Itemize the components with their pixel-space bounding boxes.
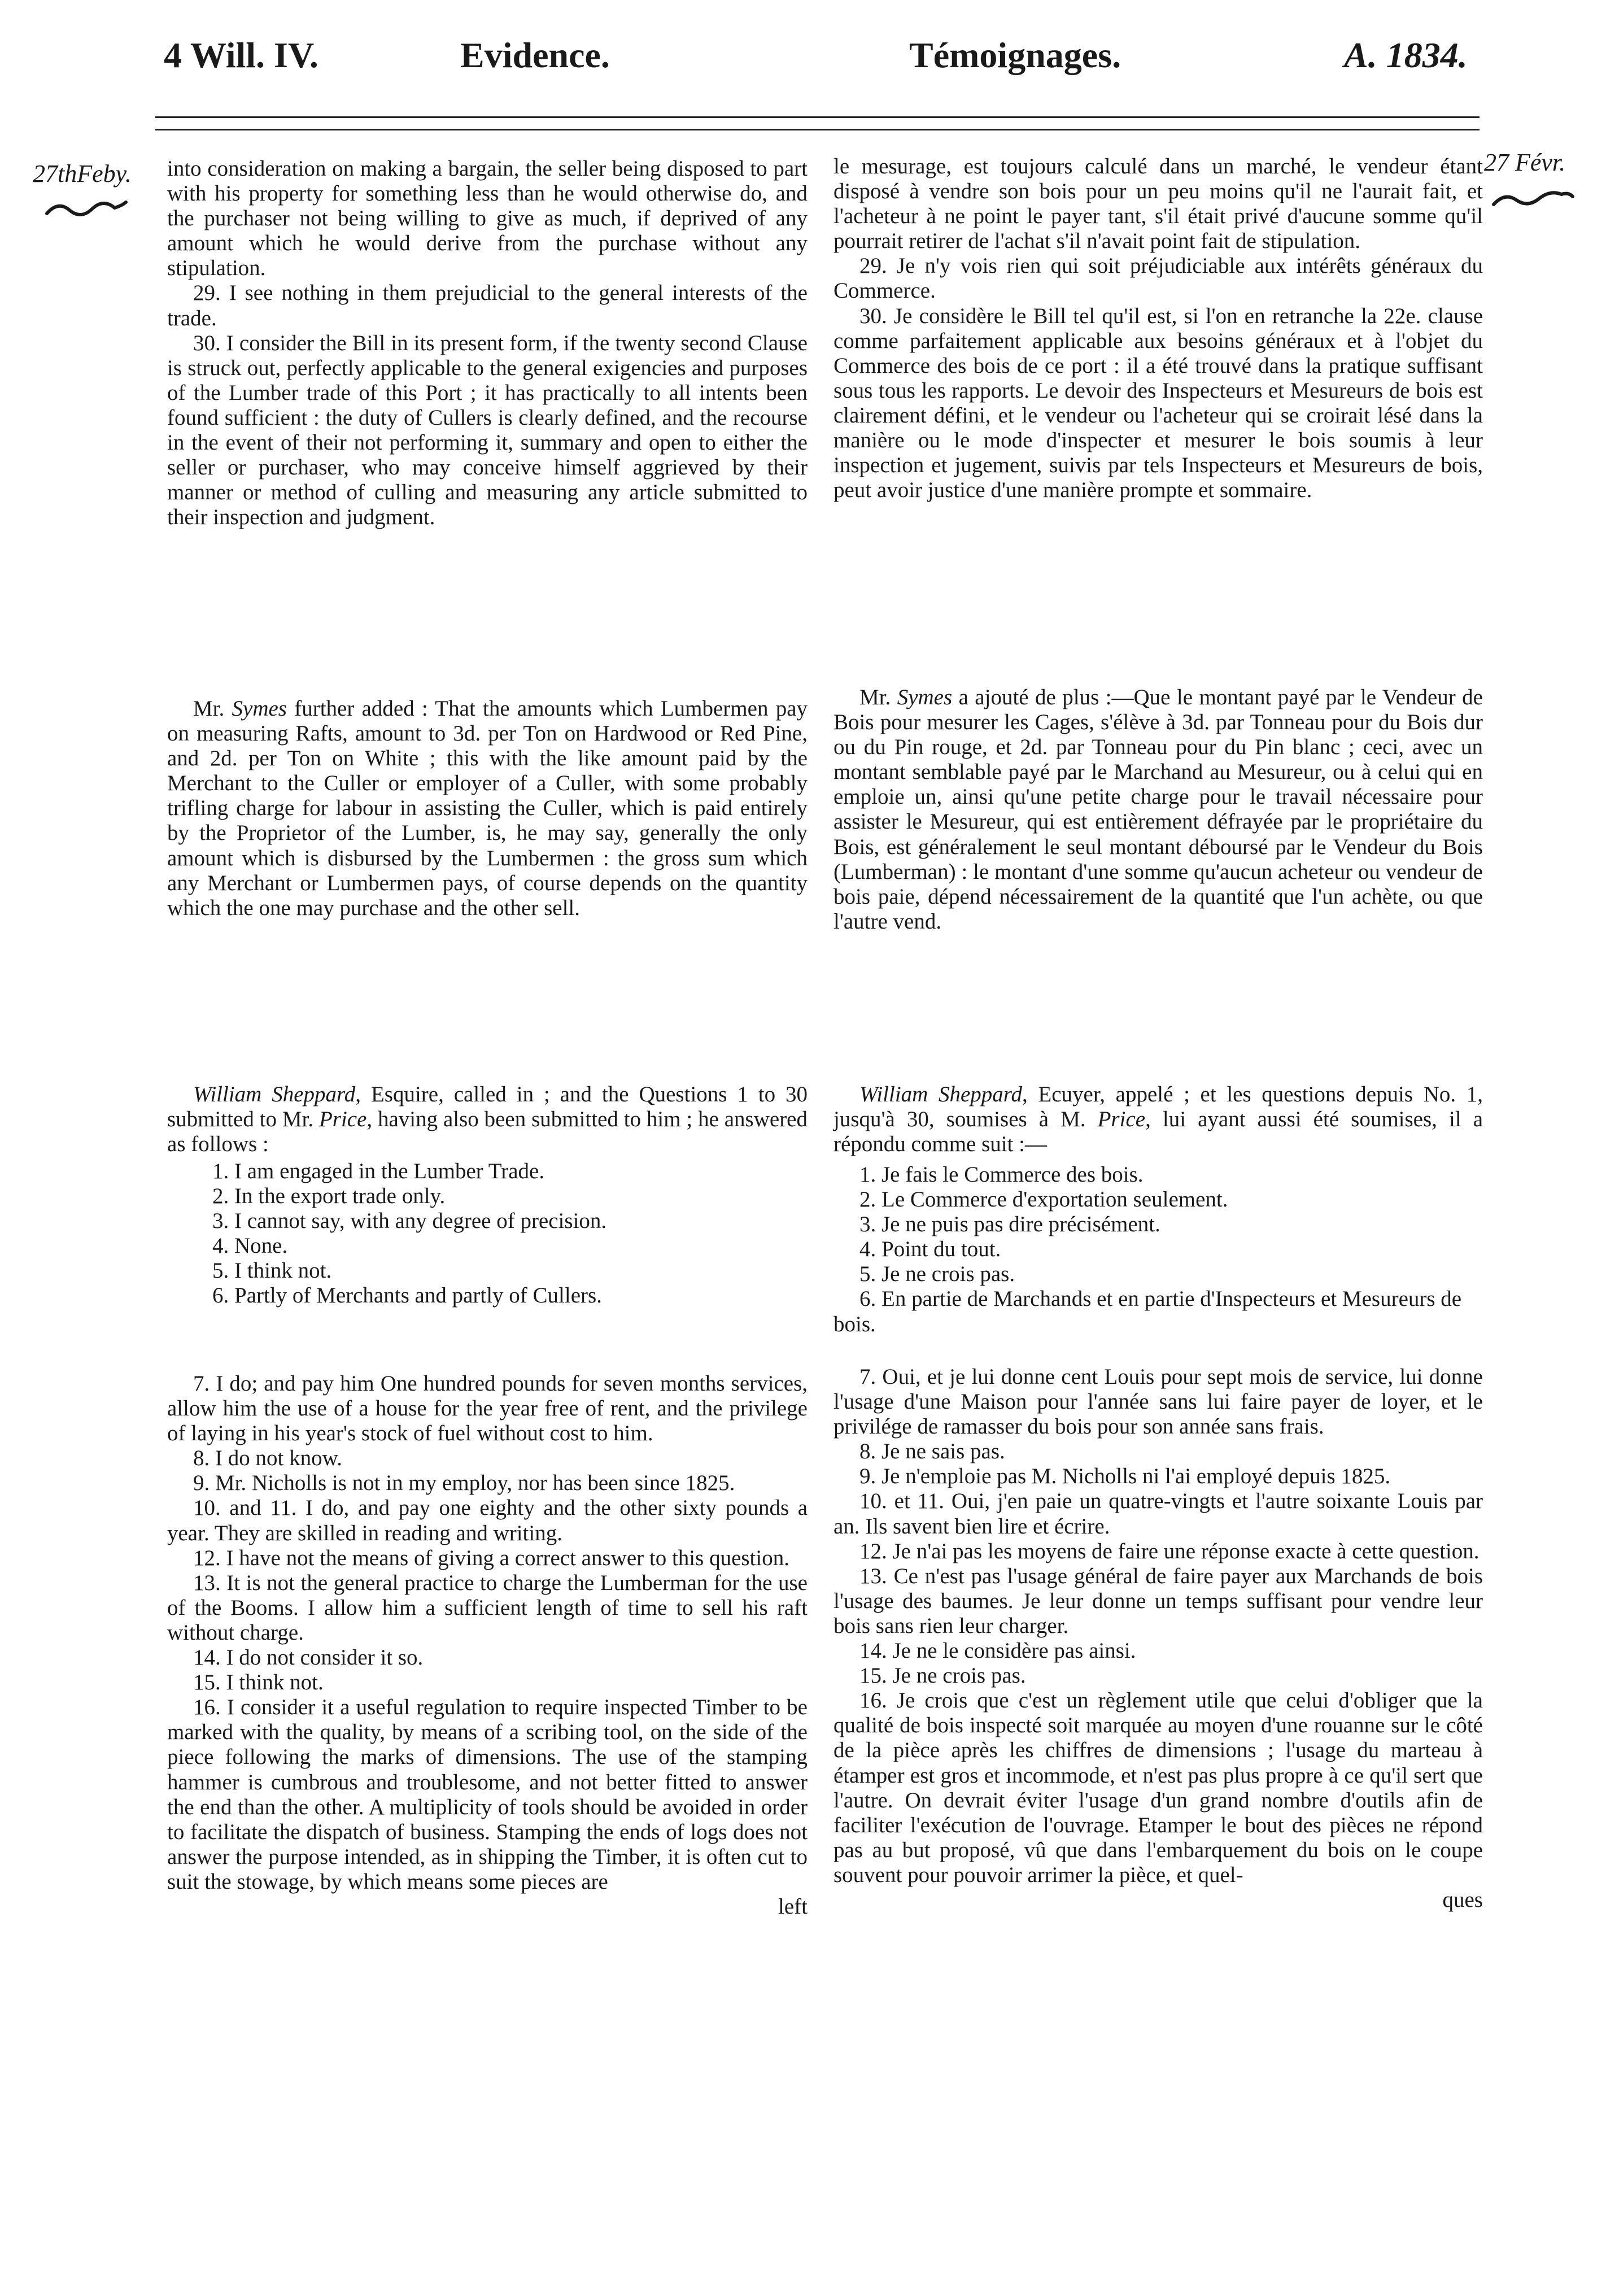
french-answer: 10. et 11. Oui, j'en paie un quatre-vingts et l'autre soixante Louis par an. Ils savent bien lire et écrire.: [833, 1489, 1483, 1539]
english-block-1: [167, 156, 808, 530]
english-symes-statement: [167, 696, 808, 921]
english-answer: 6. Partly of Merchants and partly of Cullers.: [212, 1283, 602, 1308]
header-rule-bottom: [155, 129, 1480, 130]
header-evidence: Evidence.: [460, 35, 610, 75]
english-answers-1-6: [167, 1159, 808, 1309]
english-answer-30: 30. I consider the Bill in its present form, if the twenty second Clause is struck out, perfectly applicable to the general exigencies and purposes of the Lumber trade of this Port ; it has practically to all intents been found sufficient : the duty of Cullers is clearly defined, and the recourse in the event of their not performing it, summary and open to either the seller or purchaser, who may conceive himself aggrieved by their manner or method of culling and measuring any article submitted to their inspection and judgment.: [167, 330, 808, 530]
english-catchword: left: [778, 1894, 808, 1919]
person-name: William Sheppard: [193, 1082, 356, 1106]
french-block-1: [833, 154, 1483, 503]
english-answer: 9. Mr. Nicholls is not in my employ, nor has been since 1825.: [193, 1471, 735, 1496]
english-answer: 12. I have not the means of giving a correct answer to this question.: [193, 1545, 789, 1570]
french-answer: 15. Je ne crois pas.: [859, 1663, 1026, 1688]
french-catchword: ques: [1442, 1887, 1483, 1912]
english-answer: 8. I do not know.: [193, 1446, 342, 1471]
english-sheppard-intro: [167, 1082, 808, 1157]
english-answer: 14. I do not consider it so.: [193, 1645, 424, 1670]
header-temoignages: Témoignages.: [909, 35, 1121, 75]
person-name: Price: [1097, 1107, 1146, 1132]
french-answer: 7. Oui, et je lui donne cent Louis pour sept mois de service, lui donne l'usage d'une Maison pour l'année sans lui faire payer de loyer, et le privilége de ramasser du bois pour son année sans frais.: [833, 1365, 1483, 1439]
english-answer: 2. In the export trade only.: [212, 1184, 446, 1209]
english-answer: 13. It is not the general practice to charge the Lumberman for the use of the Booms. I allow him a sufficient length of time to sell his raft without charge.: [167, 1570, 808, 1645]
english-paragraph-continuation: into consideration on making a bargain, the seller being disposed to part with his property for something less than he would otherwise do, and the purchaser not being willing to give as much, if deprived of any amount which he would derive from the purchase without any stipulation.: [167, 156, 808, 281]
french-answer: 13. Ce n'est pas l'usage général de faire payer aux Marchands de bois l'usage des baumes. Je leur donne un temps suffisant pour vendre leur bois sans rien leur charger.: [833, 1563, 1483, 1638]
french-answer: 4. Point du tout.: [859, 1237, 1001, 1262]
english-answer: 10. and 11. I do, and pay one eighty and the other sixty pounds a year. They are skilled in reading and writing.: [167, 1496, 808, 1545]
french-answer-30: 30. Je considère le Bill tel qu'il est, si l'on en retranche la 22e. clause comme parfaitement applicable aux besoins généraux et à l'objet du Commerce des bois de ce port : il a été trouvé dans la pratique suffisant sous tous les rapports. Le devoir des Inspecteurs et Mesureurs de bois est clairement défini, et le vendeur ou l'acheteur qui se croirait lésé dans la manière ou le mode d'inspecter et mesurer le bois soumis à leur inspection et jugement, suivis par tels Inspecteurs et Mesureurs de bois, peut avoir justice d'une manière prompte et sommaire.: [833, 303, 1483, 503]
french-answer: 5. Je ne crois pas.: [859, 1262, 1015, 1287]
french-answers-1-6: [833, 1162, 1483, 1337]
french-sheppard-paragraph: William Sheppard, Ecuyer, appelé ; et les questions depuis No. 1, jusqu'à 30, soumises à M. Price, lui ayant aussi été soumises, il a répondu comme suit :—: [833, 1082, 1483, 1157]
french-answer: 14. Je ne le considère pas ainsi.: [859, 1639, 1136, 1663]
french-symes-paragraph: Mr. Symes a ajouté de plus :—Que le montant payé par le Vendeur de Bois pour mesurer les Cages, s'élève à 3d. par Tonneau pour du Bois dur ou du Pin rouge, et 2d. par Tonneau pour du Pin blanc ; ceci, avec un montant semblable payé par le Marchand au Mesureur, ou à celui qui en emploie un, ainsi qu'une petite charge pour le travail nécessaire pour assister le Mesureur, qui est entièrement défrayée par le propriétaire du Bois, est généralement le seul montant déboursé par le Vendeur du Bois (Lumberman) : le montant d'une somme qu'aucun acheteur ou vendeur de bois paie, dépend nécessairement de la quantité que l'un achète, ou que l'autre vend.: [833, 685, 1483, 934]
person-name: Price: [318, 1107, 367, 1132]
header-rule-top: [155, 116, 1480, 118]
swash-ornament-left: [44, 198, 129, 220]
english-answers-7-16: [167, 1371, 808, 1919]
margin-date-left: 27thFeby.: [33, 160, 132, 188]
french-answer: 9. Je n'emploie pas M. Nicholls ni l'ai employé depuis 1825.: [859, 1464, 1391, 1489]
french-answer: 2. Le Commerce d'exportation seulement.: [859, 1187, 1228, 1212]
english-answer: 7. I do; and pay him One hundred pounds for seven months services, allow him the use of a house for the year free of rent, and the privilege of laying in his year's stock of fuel without cost to him.: [167, 1371, 808, 1446]
french-answer: 16. Je crois que c'est un règlement utile que celui d'obliger que la qualité de bois inspecté soit marquée au moyen d'une rouanne sur le côté de la pièce après les chiffres de dimensions ; l'usage du marteau à étamper est gros et incommode, et n'est pas plus propre à ce qu'il sert que l'autre. On devrait éviter l'usage d'un grand nombre d'outils afin de faciliter l'exécution de l'ouvrage. Etamper le bout des pièces ne répond pas au but proposé, vû que dans l'embarquement du bois on le coupe souvent pour pouvoir arrimer la pièce, et quel-: [833, 1688, 1483, 1887]
english-answer: 3. I cannot say, with any degree of precision.: [212, 1209, 607, 1234]
english-answer: 4. None.: [212, 1234, 288, 1258]
english-sheppard-paragraph: William Sheppard, Esquire, called in ; and the Questions 1 to 30 submitted to Mr. Price, having also been submitted to him ; he answered as follows :: [167, 1082, 808, 1157]
english-answer-29: 29. I see nothing in them prejudicial to the general interests of the trade.: [167, 281, 808, 330]
french-answer: 8. Je ne sais pas.: [859, 1439, 1005, 1464]
french-symes-statement: [833, 685, 1483, 934]
french-answer: 12. Je n'ai pas les moyens de faire une réponse exacte à cette question.: [859, 1539, 1480, 1563]
person-name: Symes: [897, 685, 953, 709]
french-answer: 3. Je ne puis pas dire précisément.: [859, 1212, 1160, 1237]
english-symes-paragraph: Mr. Symes further added : That the amounts which Lumbermen pay on measuring Rafts, amount to 3d. per Ton on Hardwood or Red Pine, and 2d. per Ton on White ; this with the like amount paid by the Merchant to the Culler or employer of a Culler, with some probably trifling charge for labour in assisting the Culler, which is paid entirely by the Proprietor of the Lumber, is, he may say, generally the only amount which is disbursed by the Lumbermen : the gross sum which any Merchant or Lumbermen pays, of course depends on the quantity which the one may purchase and the other sell.: [167, 696, 808, 920]
french-sheppard-intro: [833, 1082, 1483, 1157]
margin-date-right: 27 Févr.: [1484, 149, 1566, 176]
header-year: A. 1834.: [1344, 35, 1468, 75]
french-answer: 1. Je fais le Commerce des bois.: [859, 1162, 1144, 1187]
english-answer: 1. I am engaged in the Lumber Trade.: [212, 1159, 545, 1183]
person-name: Symes: [232, 696, 287, 721]
person-name: William Sheppard: [859, 1082, 1023, 1106]
french-paragraph-continuation: le mesurage, est toujours calculé dans un marché, le vendeur étant disposé à vendre son bois pour un peu moins qu'il ne l'aurait fait, et l'acheteur à ne point le payer tant, s'il était privé d'aucune somme qu'il pourrait retirer de l'achat s'il n'avait point fait de stipulation.: [833, 154, 1483, 254]
english-answer: 15. I think not.: [193, 1670, 324, 1695]
french-answers-7-16: [833, 1365, 1483, 1912]
french-answer: 6. En partie de Marchands et en partie d'Inspecteurs et Mesureurs de bois.: [833, 1287, 1462, 1336]
header-regnal-year: 4 Will. IV.: [164, 35, 318, 75]
english-answer: 16. I consider it a useful regulation to require inspected Timber to be marked with the quality, by means of a scribing tool, on the side of the piece following the marks of dimensions. The use of the stamping hammer is cumbrous and troublesome, and not better fitted to answer the end than the other. A multiplicity of tools should be avoided in order to facilitate the dispatch of business. Stamping the ends of logs does not answer the purpose intended, as in shipping the Timber, it is often cut to suit the stowage, by which means some pieces are: [167, 1695, 808, 1894]
english-answer: 5. I think not.: [212, 1258, 332, 1283]
swash-ornament-right: [1491, 186, 1576, 209]
french-answer-29: 29. Je n'y vois rien qui soit préjudiciable aux intérêts généraux du Commerce.: [833, 254, 1483, 303]
